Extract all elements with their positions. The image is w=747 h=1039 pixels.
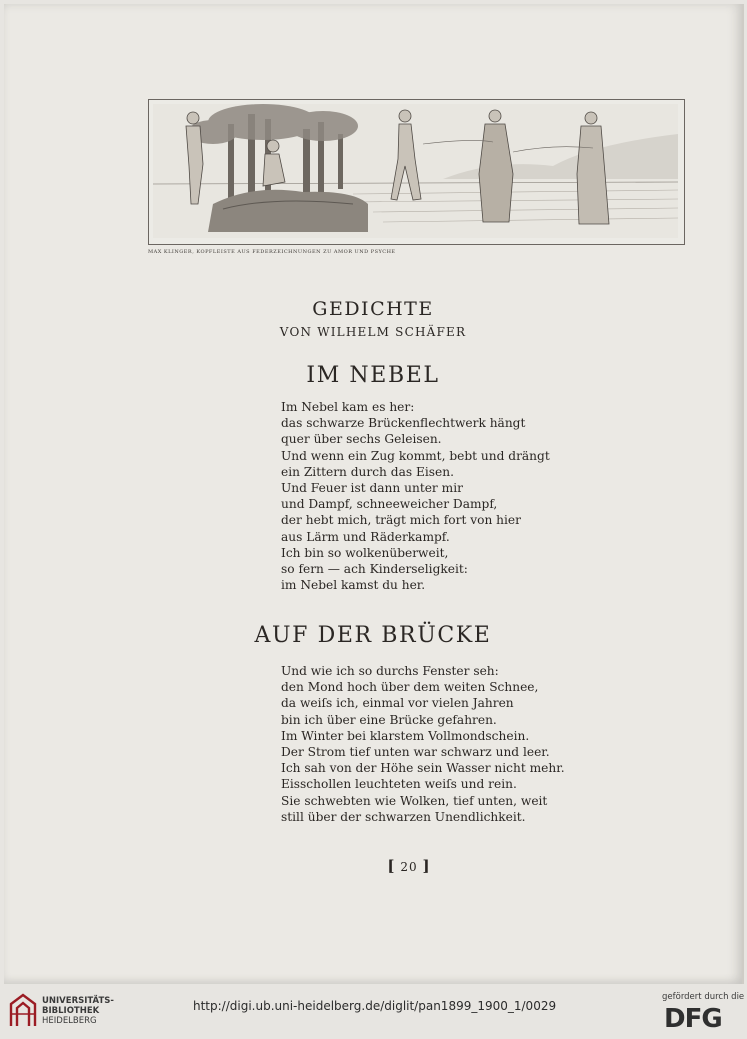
poem-line: Ich bin so wolkenüberweit,: [281, 545, 449, 560]
sponsor-label: gefördert durch die: [662, 992, 745, 1002]
page-number-left-bracket: [: [387, 857, 396, 875]
poem-line: still über der schwarzen Unendlichkeit.: [281, 809, 526, 824]
poem-title-auf-der-bruecke: AUF DER BRÜCKE: [254, 623, 492, 648]
illustration-caption: MAX KLINGER, KOPFLEISTE AUS FEDERZEICHNUNGEN ZU AMOR UND PSYCHE: [148, 249, 396, 255]
section-title: GEDICHTE: [312, 298, 434, 320]
poem-line: Und Feuer ist dann unter mir: [281, 481, 463, 496]
poem-line: Sie schwebten wie Wolken, tief unten, weit: [281, 793, 548, 808]
dfg-logo[interactable]: DFG: [664, 1004, 722, 1034]
poem-line: Und wie ich so durchs Fenster seh:: [281, 664, 499, 678]
poem-title-im-nebel: IM NEBEL: [306, 363, 440, 388]
poem-line: im Nebel kamst du her.: [281, 578, 426, 593]
poem-line: da weiſs ich, einmal vor vielen Jahren: [281, 696, 514, 711]
page-number: [386, 857, 432, 875]
poem-line: aus Lärm und Räderkampf.: [281, 529, 450, 544]
poem-im-nebel: [281, 399, 550, 593]
page-number-value: 20: [400, 860, 418, 874]
library-name-line1: UNIVERSITÄTS-: [42, 996, 114, 1006]
poem-line: das schwarze Brückenflechtwerk hängt: [281, 416, 526, 431]
library-name-line3: HEIDELBERG: [42, 1016, 97, 1026]
poem-line: Und wenn ein Zug kommt, bebt und drängt: [281, 448, 550, 463]
author-line: VON WILHELM SCHÄFER: [279, 325, 467, 339]
permalink-url[interactable]: http://digi.ub.uni-heidelberg.de/diglit/pan1899_1900_1/0029: [193, 999, 557, 1013]
poem-line: und Dampf, schneeweicher Dampf,: [281, 497, 498, 512]
library-name[interactable]: [42, 996, 114, 1026]
page-number-right-bracket: ]: [422, 857, 431, 875]
engraving-drawing: [153, 104, 678, 238]
poem-line: Ich sah von der Höhe sein Wasser nicht mehr.: [281, 761, 565, 776]
poem-line: bin ich über eine Brücke gefahren.: [281, 712, 497, 727]
poem-auf-der-bruecke: [281, 663, 565, 825]
poem-line: Der Strom tief unten war schwarz und leer.: [281, 745, 550, 760]
poem-line: so fern — ach Kinderseligkeit:: [281, 562, 468, 577]
university-library-logo-icon[interactable]: [8, 992, 38, 1028]
poem-line: der hebt mich, trägt mich fort von hier: [281, 513, 521, 528]
poem-line: Im Winter bei klarstem Vollmondschein.: [281, 728, 530, 743]
poem-line: Eisschollen leuchteten weiſs und rein.: [281, 777, 517, 792]
poem-line: quer über sechs Geleisen.: [281, 432, 442, 447]
poem-line: ein Zittern durch das Eisen.: [281, 464, 454, 479]
library-name-line2: BIBLIOTHEK: [42, 1006, 100, 1016]
poem-line: den Mond hoch über dem weiten Schnee,: [281, 680, 539, 695]
poem-line: Im Nebel kam es her:: [281, 400, 415, 414]
klinger-engraving-illustration: [148, 99, 685, 245]
